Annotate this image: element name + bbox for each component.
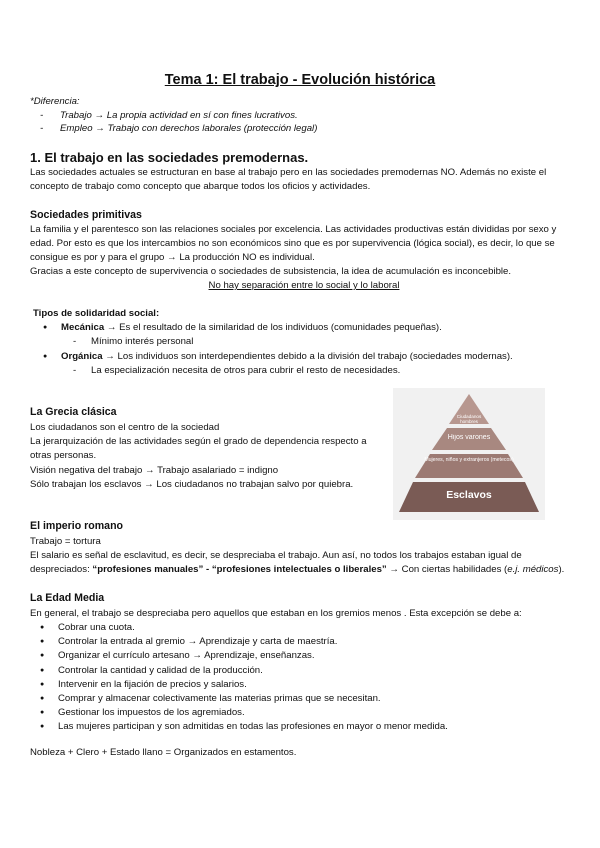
paragraph: Visión negativa del trabajo → Trabajo asalariado = indigno bbox=[30, 464, 279, 476]
paragraph: Sólo trabajan los esclavos → Los ciudadanos no trabajan salvo por quiebra. bbox=[30, 478, 354, 490]
list-item: - Trabajo → La propia actividad en sí con fines lucrativos. bbox=[30, 109, 570, 123]
definition: → Es el resultado de la similaridad de los individuos (comunidades pequeñas). bbox=[104, 322, 442, 334]
pyramid-label-2: Hijos varones bbox=[447, 434, 491, 441]
pyramid-label-1: Ciudadanos hombres bbox=[456, 414, 482, 424]
edad-media-list-block bbox=[30, 621, 578, 735]
subsection-heading: La Edad Media bbox=[30, 592, 105, 604]
separator: - bbox=[203, 564, 212, 576]
section-heading: 1. El trabajo en las sociedades premodernas. bbox=[30, 150, 309, 165]
diferencia-block bbox=[30, 95, 570, 136]
paragraph: Trabajo = tortura bbox=[30, 536, 101, 547]
list-item: ● Intervenir en la fijación de precios y salarios. bbox=[30, 678, 578, 692]
list-item: ● Comprar y almacenar colectivamente las materias primas que se necesitan. bbox=[30, 692, 578, 706]
sub-item: - Mínimo interés personal bbox=[33, 335, 578, 349]
paragraph bbox=[30, 549, 578, 577]
text-run: ). bbox=[558, 564, 565, 576]
paragraph: Los ciudadanos son el centro de la sociedad bbox=[30, 422, 220, 433]
solidaridad-block bbox=[33, 307, 578, 378]
term: “profesiones manuales” bbox=[92, 564, 204, 576]
list-item: ● Cobrar una cuota. bbox=[30, 621, 578, 635]
section-intro: Las sociedades actuales se estructuran en base al trabajo pero en las sociedades premodernas NO. Además no existe el concepto de trabajo como concepto que abarque todos los oficios y actividades. bbox=[30, 167, 547, 193]
list-item: ● Controlar la cantidad y calidad de la producción. bbox=[30, 664, 578, 678]
paragraph: Nobleza + Clero + Estado llano = Organizados en estamentos. bbox=[30, 747, 297, 758]
solidaridad-heading: Tipos de solidaridad social: bbox=[33, 308, 160, 319]
list-item: ● Las mujeres participan y son admitidas en todas las profesiones en mayor o menor medida. bbox=[30, 720, 578, 734]
text-run: El salario es señal de esclavitud, es decir, se despreciaba el trabajo. Aun así, no todos los trabajos estaban igual de despreciados: bbox=[30, 550, 522, 576]
list-item: ● Gestionar los impuestos de los agremiados. bbox=[30, 706, 578, 720]
term: Mecánica bbox=[61, 322, 105, 334]
definition: → Los individuos son interdependientes debido a la división del trabajo (sociedades modernas). bbox=[102, 350, 513, 362]
list-item bbox=[33, 321, 578, 335]
text-run: → Con ciertas habilidades ( bbox=[386, 564, 508, 576]
diferencia-label: *Diferencia: bbox=[30, 96, 80, 107]
paragraph: La jerarquización de las actividades según el grado de dependencia respecto a otras personas. bbox=[30, 436, 367, 462]
subsection-heading: El imperio romano bbox=[30, 520, 124, 532]
page-title: Tema 1: El trabajo - Evolución histórica bbox=[164, 72, 436, 88]
diferencia-list bbox=[30, 109, 570, 136]
edad-media-list bbox=[30, 621, 578, 735]
subsection-heading: La Grecia clásica bbox=[30, 406, 117, 418]
list-item: ● Controlar la entrada al gremio → Aprendizaje y carta de maestría. bbox=[30, 635, 578, 649]
list-item: ● Organizar el currículo artesano → Aprendizaje, enseñanzas. bbox=[30, 649, 578, 663]
list-item: - Empleo → Trabajo con derechos laborales (protección legal) bbox=[30, 122, 570, 136]
paragraph: La familia y el parentesco son las relaciones sociales por excelencia. Las actividades productivas están divididas por sexo y edad. Por esto es que los intercambios no son económicos sino que es por supervivencia (lógica social), es decir, lo que se consigue es por y para el grupo → La producción NO es individual. bbox=[30, 224, 557, 264]
example: e.j. médicos bbox=[507, 564, 559, 576]
solidaridad-list bbox=[33, 321, 578, 378]
social-pyramid-diagram bbox=[393, 388, 545, 520]
pyramid-label-3: Mujeres, niños y extranjeros (metecos) bbox=[424, 457, 514, 463]
list-item bbox=[33, 350, 578, 364]
paragraph: Gracias a este concepto de supervivencia o sociedades de subsistencia, la idea de acumulación es inconcebible. bbox=[30, 266, 512, 277]
term: Orgánica bbox=[61, 350, 103, 362]
sub-item: - La especialización necesita de otros para cubrir el resto de necesidades. bbox=[33, 364, 578, 378]
term: “profesiones intelectuales o liberales” bbox=[211, 564, 387, 576]
grecia-text bbox=[30, 421, 380, 492]
pyramid-label-4: Esclavos bbox=[446, 489, 492, 501]
highlight-statement: No hay separación entre lo social y lo laboral bbox=[208, 280, 400, 291]
subsection-heading: Sociedades primitivas bbox=[30, 209, 142, 221]
paragraph: En general, el trabajo se despreciaba pero aquellos que estaban en los gremios menos . Esta excepción se debe a: bbox=[30, 608, 522, 619]
